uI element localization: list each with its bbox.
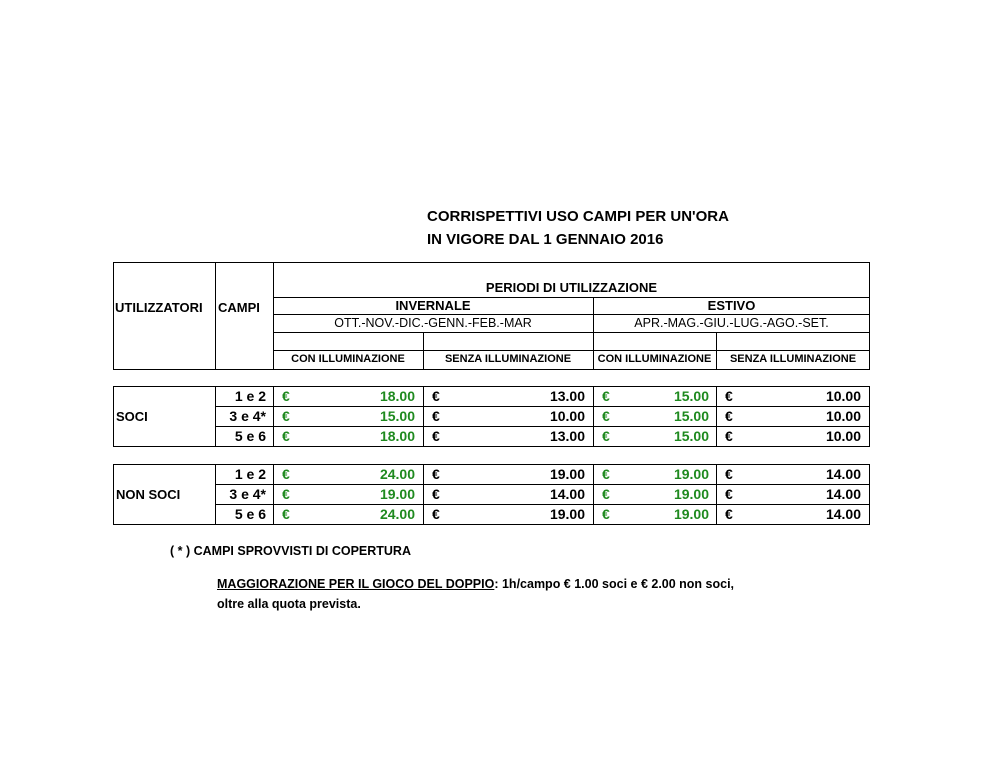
header-estivo-months: APR.-MAG.-GIU.-LUG.-AGO.-SET.: [634, 316, 829, 330]
note-doppio-label: MAGGIORAZIONE PER IL GIOCO DEL DOPPIO: [217, 577, 495, 591]
campi-label: 3 e 4*: [229, 486, 266, 502]
header-estivo-con: CON ILLUMINAZIONE: [597, 353, 712, 365]
price-value: 13.00: [549, 428, 585, 444]
campi-label: 1 e 2: [234, 388, 266, 404]
header-invernale: INVERNALE: [395, 298, 471, 313]
title-line-1: CORRISPETTIVI USO CAMPI PER UN'ORA: [427, 208, 729, 225]
price-value: 15.00: [673, 428, 709, 444]
currency-symbol: €: [282, 388, 290, 404]
price-value: 15.00: [673, 388, 709, 404]
header-invernale-con: CON ILLUMINAZIONE: [291, 353, 405, 365]
price-value: 14.00: [549, 486, 585, 502]
campi-label: 3 e 4*: [229, 408, 266, 424]
currency-symbol: €: [725, 388, 733, 404]
price-value: 24.00: [379, 506, 415, 522]
currency-symbol: €: [602, 486, 610, 502]
price-value: 10.00: [825, 428, 861, 444]
currency-symbol: €: [602, 408, 610, 424]
currency-symbol: €: [432, 428, 440, 444]
currency-symbol: €: [432, 466, 440, 482]
price-value: 10.00: [825, 388, 861, 404]
currency-symbol: €: [602, 506, 610, 522]
currency-symbol: €: [432, 486, 440, 502]
header-invernale-senza: SENZA ILLUMINAZIONE: [444, 353, 572, 365]
campi-label: 5 e 6: [234, 428, 266, 444]
currency-symbol: €: [602, 388, 610, 404]
price-value: 19.00: [549, 506, 585, 522]
price-value: 18.00: [379, 428, 415, 444]
currency-symbol: €: [282, 408, 290, 424]
currency-symbol: €: [725, 466, 733, 482]
currency-symbol: €: [725, 506, 733, 522]
currency-symbol: €: [282, 486, 290, 502]
currency-symbol: €: [432, 388, 440, 404]
price-value: 15.00: [673, 408, 709, 424]
header-invernale-months: OTT.-NOV.-DIC.-GENN.-FEB.-MAR: [334, 316, 532, 330]
currency-symbol: €: [602, 466, 610, 482]
title-line-2: IN VIGORE DAL 1 GENNAIO 2016: [427, 231, 664, 248]
price-value: 19.00: [379, 486, 415, 502]
price-value: 24.00: [379, 466, 415, 482]
price-value: 19.00: [549, 466, 585, 482]
currency-symbol: €: [725, 408, 733, 424]
note-doppio-text: : 1h/campo € 1.00 soci e € 2.00 non soci,: [494, 577, 735, 591]
currency-symbol: €: [432, 506, 440, 522]
price-value: 19.00: [673, 486, 709, 502]
currency-symbol: €: [282, 506, 290, 522]
currency-symbol: €: [602, 428, 610, 444]
campi-label: 1 e 2: [234, 466, 266, 482]
header-campi: CAMPI: [218, 300, 260, 315]
price-value: 10.00: [549, 408, 585, 424]
group-name-non-soci: NON SOCI: [116, 487, 181, 502]
price-value: 14.00: [825, 466, 861, 482]
price-value: 18.00: [379, 388, 415, 404]
currency-symbol: €: [725, 428, 733, 444]
price-value: 15.00: [379, 408, 415, 424]
price-value: 14.00: [825, 486, 861, 502]
currency-symbol: €: [282, 466, 290, 482]
campi-label: 5 e 6: [234, 506, 266, 522]
currency-symbol: €: [432, 408, 440, 424]
price-value: 13.00: [549, 388, 585, 404]
note-doppio-line2: oltre alla quota prevista.: [217, 597, 361, 611]
price-value: 10.00: [825, 408, 861, 424]
currency-symbol: €: [282, 428, 290, 444]
group-name-soci: SOCI: [116, 409, 148, 424]
price-value: 19.00: [673, 506, 709, 522]
currency-symbol: €: [725, 486, 733, 502]
price-value: 14.00: [825, 506, 861, 522]
header-utilizzatori: UTILIZZATORI: [115, 300, 203, 315]
header-estivo-senza: SENZA ILLUMINAZIONE: [729, 353, 857, 365]
note-doppio: [217, 577, 734, 591]
header-estivo: ESTIVO: [707, 298, 756, 313]
note-asterisk: ( * ) CAMPI SPROVVISTI DI COPERTURA: [170, 544, 411, 558]
header-periodi: PERIODI DI UTILIZZAZIONE: [485, 280, 658, 295]
price-value: 19.00: [673, 466, 709, 482]
